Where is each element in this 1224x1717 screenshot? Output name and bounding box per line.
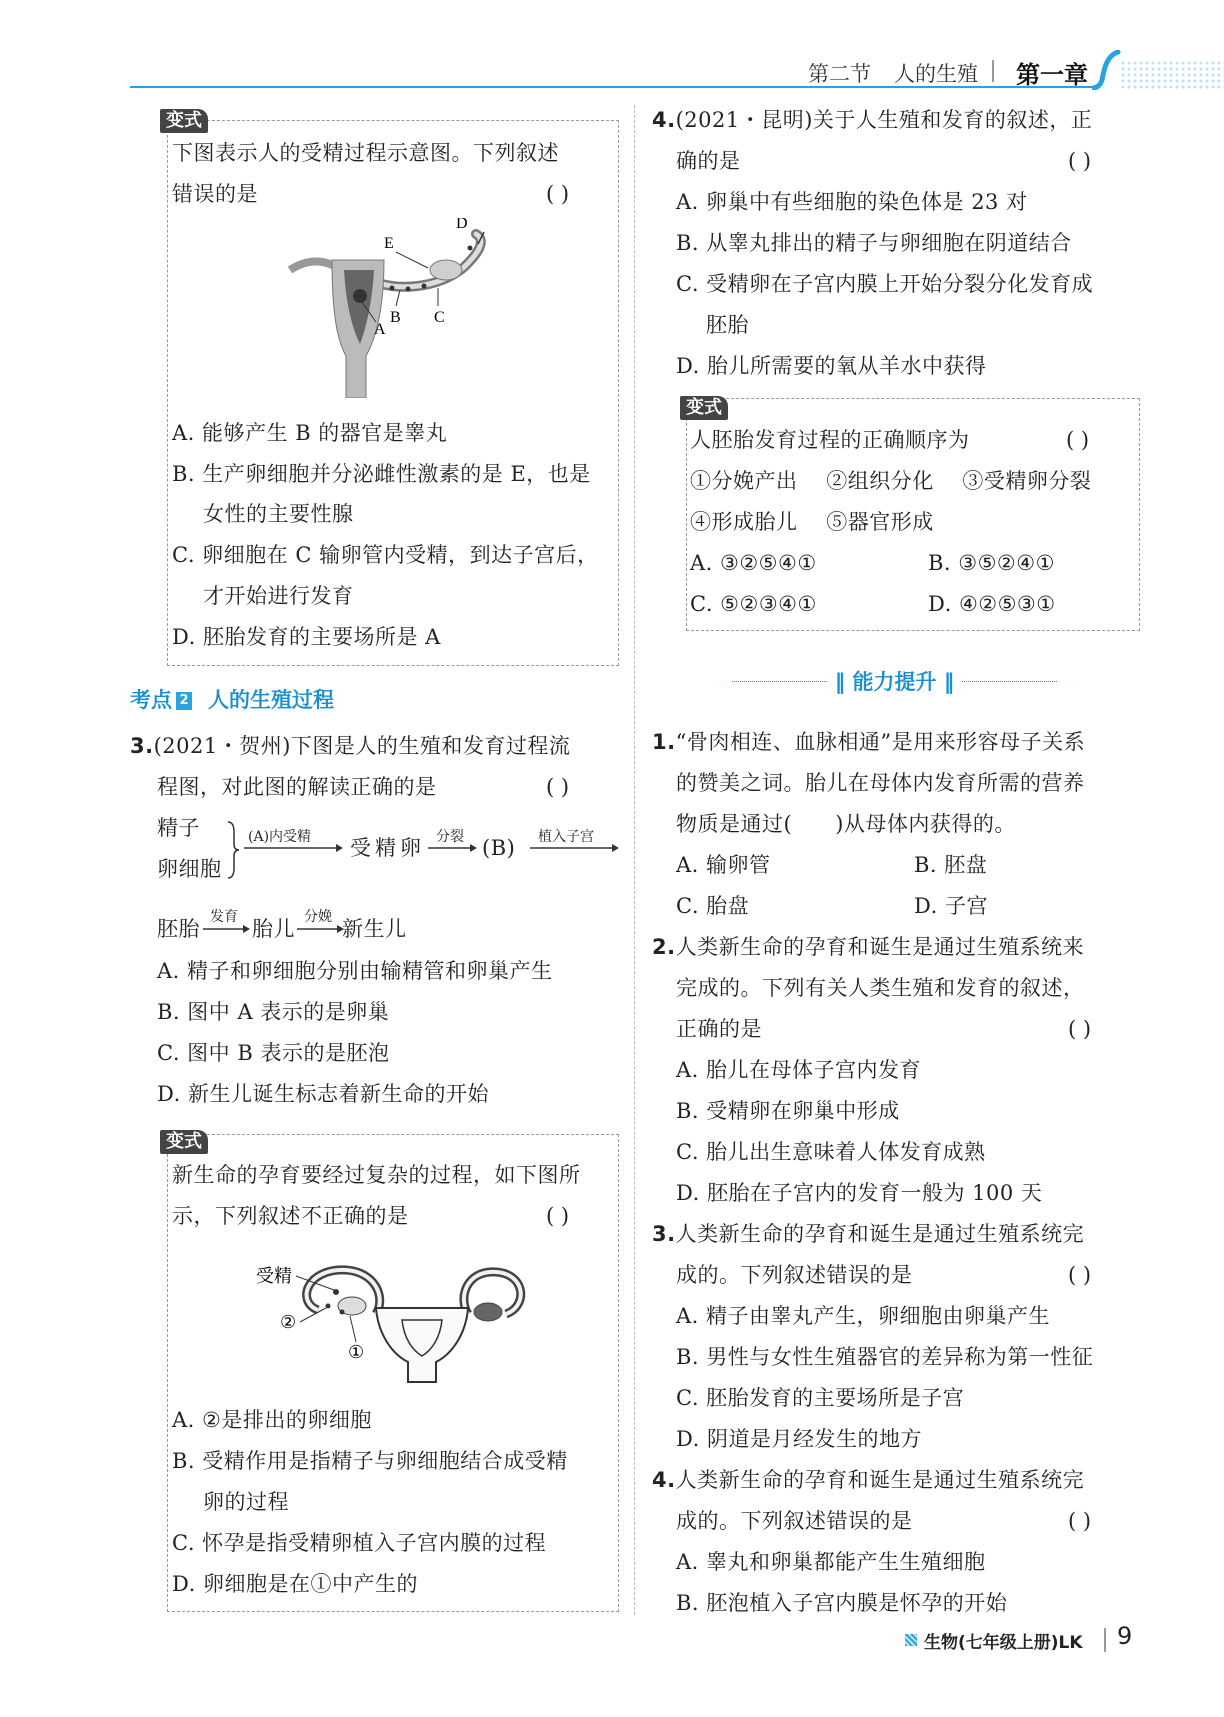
sequence-items: ①分娩产出 ②组织分化 ③受精卵分裂 xyxy=(690,469,1092,493)
variant-tag: 变式 xyxy=(160,109,208,133)
option-b[interactable]: B. 男性与女性生殖器官的差异称为第一性征 xyxy=(676,1345,1094,1369)
label-two: ② xyxy=(280,1312,297,1332)
option-c[interactable]: C. ⑤②③④① xyxy=(690,592,817,616)
flow-fetus: 胎儿 xyxy=(252,917,295,941)
option-d[interactable]: D. 胚胎发育的主要场所是 A xyxy=(172,625,441,649)
option-a[interactable]: A. ③②⑤④① xyxy=(690,551,817,575)
question-stem: 新生命的孕育要经过复杂的过程，如下图所 xyxy=(172,1163,581,1187)
footer-square-icon xyxy=(905,1634,917,1646)
option-d[interactable]: D. 新生儿诞生标志着新生命的开始 xyxy=(157,1082,489,1106)
ability-heading xyxy=(732,664,1057,698)
flow-arrow5-label: 分娩 xyxy=(304,909,332,925)
option-b[interactable]: B. 胚泡植入子宫内膜是怀孕的开始 xyxy=(676,1591,1008,1615)
option-d[interactable]: D. 胎儿所需要的氧从羊水中获得 xyxy=(676,354,987,378)
arrow-icon xyxy=(297,924,345,934)
problem-1-line3: 物质是通过( )从母体内获得的。 xyxy=(676,812,1016,836)
problem-3-line1 xyxy=(652,1214,1084,1254)
topic-title: 人的生殖过程 xyxy=(208,688,334,712)
problem-1-line1 xyxy=(652,722,1085,762)
answer-blank[interactable]: ( ) xyxy=(546,1204,570,1228)
ability-rule-left xyxy=(732,681,827,682)
question-number: 4. xyxy=(652,1468,676,1492)
option-d[interactable]: D. 子宫 xyxy=(914,894,988,918)
header-chapter: 第一章 xyxy=(1016,61,1088,89)
option-a[interactable]: A. ②是排出的卵细胞 xyxy=(172,1408,372,1432)
flow-egg: 卵细胞 xyxy=(157,857,222,881)
ability-rule-right xyxy=(962,681,1057,682)
question-4-line1 xyxy=(652,100,1092,140)
topic-number-badge: 2 xyxy=(176,692,192,710)
option-b[interactable]: B. ③⑤②④① xyxy=(928,551,1055,575)
problem-4-line2: 成的。下列叙述错误的是 xyxy=(676,1509,913,1533)
question-text: (2021・昆明)关于人生殖和发育的叙述，正 xyxy=(675,108,1093,132)
arrow-icon xyxy=(244,843,344,853)
variant-tag: 变式 xyxy=(680,396,728,420)
question-number: 3. xyxy=(652,1222,676,1246)
flow-b: (B) xyxy=(482,836,516,860)
option-c[interactable]: C. 胎盘 xyxy=(676,894,750,918)
option-a[interactable]: A. 精子和卵细胞分别由输精管和卵巢产生 xyxy=(157,959,553,983)
option-c[interactable]: C. 胎儿出生意味着人体发育成熟 xyxy=(676,1140,986,1164)
option-b[interactable]: B. 受精作用是指精子与卵细胞结合成受精 xyxy=(172,1449,568,1473)
option-d[interactable]: D. ④②⑤③① xyxy=(928,592,1056,616)
header-dot-pattern xyxy=(1120,60,1224,90)
arrow-icon xyxy=(203,924,251,934)
question-3-line2: 程图，对此图的解读正确的是 xyxy=(157,775,437,799)
flow-arrow1-label: (A)内受精 xyxy=(248,829,312,845)
label-fertilization: 受精 xyxy=(256,1266,292,1286)
reproductive-system-diagram xyxy=(256,1258,536,1388)
option-c[interactable]: C. 受精卵在子宫内膜上开始分裂分化发育成 xyxy=(676,272,1094,296)
question-stem: 错误的是 xyxy=(172,182,258,206)
option-a[interactable]: A. 卵巢中有些细胞的染色体是 23 对 xyxy=(676,190,1028,214)
answer-blank[interactable]: ( ) xyxy=(1068,149,1092,173)
option-c-cont: 胚胎 xyxy=(706,313,749,337)
option-d[interactable]: D. 卵细胞是在①中产生的 xyxy=(172,1572,418,1596)
answer-blank[interactable]: ( ) xyxy=(1068,1263,1092,1287)
question-number: 4. xyxy=(652,108,676,132)
problem-2-line3: 正确的是 xyxy=(676,1017,762,1041)
option-a[interactable]: A. 精子由睾丸产生，卵细胞由卵巢产生 xyxy=(676,1304,1051,1328)
sequence-items: ④形成胎儿 ⑤器官形成 xyxy=(690,510,934,534)
question-3-line1 xyxy=(130,726,570,766)
variant-tag: 变式 xyxy=(160,1130,208,1154)
flow-embryo: 胚胎 xyxy=(157,917,200,941)
column-divider xyxy=(634,105,635,1615)
swoosh-icon xyxy=(1092,50,1122,90)
problem-4-line1 xyxy=(652,1460,1084,1500)
flow-arrow3-label: 植入子宫 xyxy=(538,829,594,845)
flow-arrow4-label: 发育 xyxy=(210,909,238,925)
option-b[interactable]: B. 胚盘 xyxy=(914,853,988,877)
flow-zygote: 受精卵 xyxy=(350,836,425,860)
problem-2-line2: 完成的。下列有关人类生殖和发育的叙述， xyxy=(676,976,1085,1000)
option-c-cont: 才开始进行发育 xyxy=(203,584,354,608)
footer-separator xyxy=(1104,1628,1106,1652)
option-b[interactable]: B. 受精卵在卵巢中形成 xyxy=(676,1099,900,1123)
option-b-cont: 卵的过程 xyxy=(203,1490,289,1514)
label-one: ① xyxy=(348,1342,365,1362)
label-d: D xyxy=(456,218,468,232)
answer-blank[interactable]: ( ) xyxy=(546,182,570,206)
arrow-icon xyxy=(428,843,478,853)
fertilization-diagram xyxy=(288,218,508,398)
question-4-line2: 确的是 xyxy=(676,149,741,173)
question-text: 人类新生命的孕育和诞生是通过生殖系统来 xyxy=(675,935,1085,959)
problem-1-line2: 的赞美之词。胎儿在母体内发育所需的营养 xyxy=(676,771,1085,795)
flow-newborn: 新生儿 xyxy=(342,917,407,941)
question-text: 人类新生命的孕育和诞生是通过生殖系统完 xyxy=(675,1222,1085,1246)
answer-blank[interactable]: ( ) xyxy=(1066,428,1090,452)
label-a: A xyxy=(374,321,386,338)
topic-prefix: 考点 xyxy=(130,688,172,712)
label-c: C xyxy=(434,309,445,326)
option-a[interactable]: A. 能够产生 B 的器官是睾丸 xyxy=(172,421,448,445)
problem-2-line1 xyxy=(652,927,1084,967)
answer-blank[interactable]: ( ) xyxy=(546,775,570,799)
header-separator xyxy=(992,60,994,82)
ability-title: ‖ 能力提升 ‖ xyxy=(834,670,955,694)
option-b-cont: 女性的主要性腺 xyxy=(203,502,354,526)
question-stem: 下图表示人的受精过程示意图。下列叙述 xyxy=(172,141,559,165)
flow-sperm: 精子 xyxy=(157,816,200,840)
option-c[interactable]: C. 图中 B 表示的是胚泡 xyxy=(157,1041,390,1065)
option-b[interactable]: B. 生产卵细胞并分泌雌性激素的是 E，也是 xyxy=(172,462,591,486)
topic-heading xyxy=(130,684,334,714)
header-title: 人的生殖 xyxy=(894,62,978,86)
question-text: “骨肉相连、血脉相通”是用来形容母子关系 xyxy=(675,730,1086,754)
footer-book-title: 生物(七年级上册)LK xyxy=(924,1633,1083,1653)
option-c[interactable]: C. 胚胎发育的主要场所是子宫 xyxy=(676,1386,965,1410)
label-e: E xyxy=(384,235,394,252)
question-number: 3. xyxy=(130,734,154,758)
label-b: B xyxy=(390,309,401,326)
option-a[interactable]: A. 胎儿在母体子宫内发育 xyxy=(676,1058,922,1082)
option-b[interactable]: B. 从睾丸排出的精子与卵细胞在阴道结合 xyxy=(676,231,1072,255)
option-c[interactable]: C. 卵细胞在 C 输卵管内受精，到达子宫后， xyxy=(172,543,599,567)
option-a[interactable]: A. 睾丸和卵巢都能产生生殖细胞 xyxy=(676,1550,986,1574)
question-text: 人类新生命的孕育和诞生是通过生殖系统完 xyxy=(675,1468,1085,1492)
arrow-icon xyxy=(530,843,622,853)
option-b[interactable]: B. 图中 A 表示的是卵巢 xyxy=(157,1000,390,1024)
question-number: 1. xyxy=(652,730,676,754)
page-number: 9 xyxy=(1117,1622,1133,1650)
option-a[interactable]: A. 输卵管 xyxy=(676,853,771,877)
answer-blank[interactable]: ( ) xyxy=(1068,1017,1092,1041)
flow-arrow2-label: 分裂 xyxy=(436,829,464,845)
option-d[interactable]: D. 胚胎在子宫内的发育一般为 100 天 xyxy=(676,1181,1043,1205)
answer-blank[interactable]: ( ) xyxy=(1068,1509,1092,1533)
flow-brace xyxy=(226,820,240,880)
question-number: 2. xyxy=(652,935,676,959)
option-d[interactable]: D. 阴道是月经发生的地方 xyxy=(676,1427,922,1451)
problem-3-line2: 成的。下列叙述错误的是 xyxy=(676,1263,913,1287)
question-stem: 示，下列叙述不正确的是 xyxy=(172,1204,409,1228)
question-text: (2021・贺州)下图是人的生殖和发育过程流 xyxy=(153,734,571,758)
option-c[interactable]: C. 怀孕是指受精卵植入子宫内膜的过程 xyxy=(172,1531,547,1555)
header-section: 第二节 xyxy=(808,62,871,86)
question-stem: 人胚胎发育过程的正确顺序为 xyxy=(690,428,970,452)
